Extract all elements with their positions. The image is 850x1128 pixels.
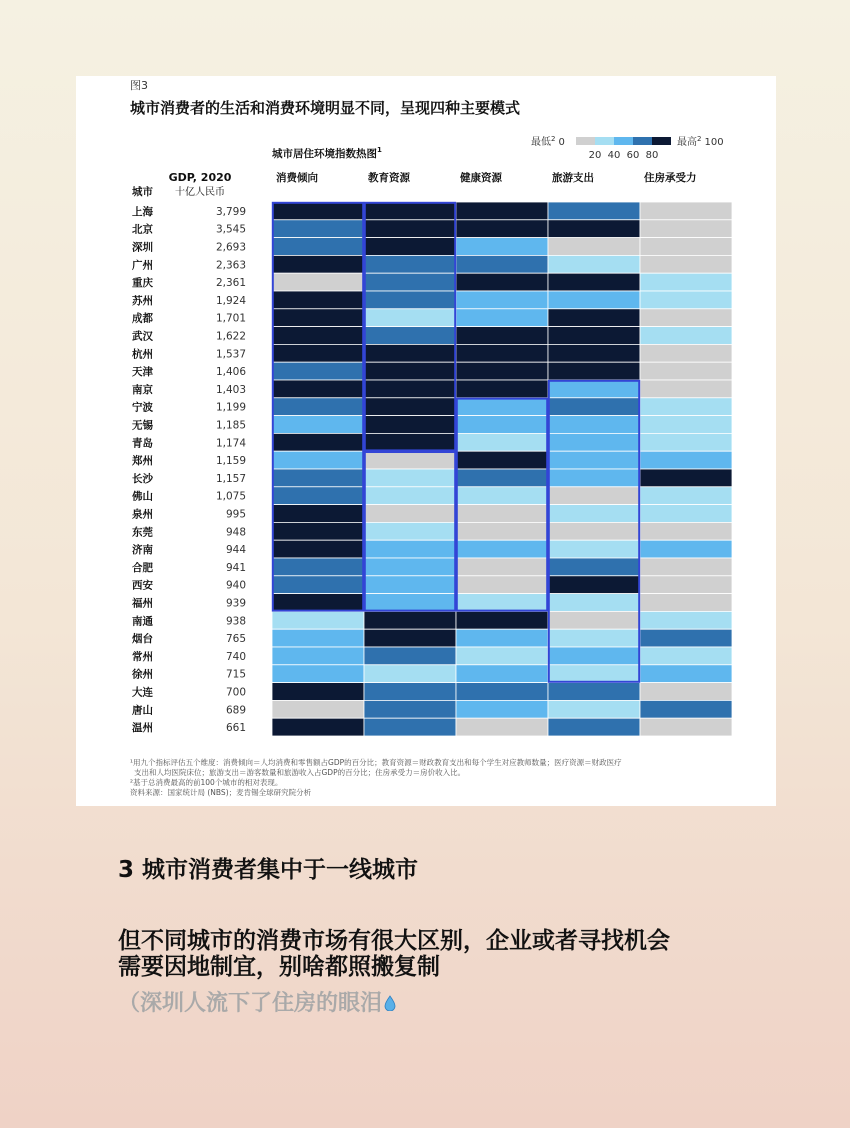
heatmap-cell [640, 451, 732, 469]
heatmap-cell [364, 344, 456, 362]
heatmap-cell [456, 220, 548, 238]
heatmap-cell [272, 362, 364, 380]
source-note: 资料来源：国家统计局 (NBS)；麦肯锡全球研究院分析 [130, 788, 312, 797]
heatmap-cell [640, 700, 732, 718]
heatmap-cell [640, 647, 732, 665]
heatmap-cell [548, 487, 640, 505]
row-gdp-value: 765 [225, 633, 246, 646]
heatmap-cell [364, 594, 456, 612]
heatmap-cell [272, 273, 364, 291]
heatmap-cell [456, 451, 548, 469]
water-drop-icon [384, 995, 396, 1011]
heatmap-cell [456, 362, 548, 380]
heatmap-cell [548, 202, 640, 220]
row-gdp-value: 689 [225, 704, 246, 717]
footnote-2: ²基于总消费最高的前100个城市的相对表现。 [130, 778, 283, 787]
row-city-label: 烟台 [132, 633, 153, 646]
heatmap-cell [548, 238, 640, 256]
heatmap-cell [548, 255, 640, 273]
heatmap-cell [364, 327, 456, 345]
heatmap-cell [272, 700, 364, 718]
row-city-label: 常州 [132, 650, 153, 663]
heatmap-title: 城市居住环境指数热图$^1$ [272, 146, 382, 160]
heatmap-cell [272, 469, 364, 487]
heatmap-cell [272, 576, 364, 594]
heatmap-cell [640, 273, 732, 291]
heatmap-cell [272, 558, 364, 576]
row-city-label: 合肥 [132, 561, 153, 574]
row-city-label: 泉州 [132, 508, 153, 521]
heatmap-cell [272, 255, 364, 273]
heatmap-cell [640, 469, 732, 487]
footnotes [130, 757, 622, 797]
heatmap-cell [364, 238, 456, 256]
row-city-label: 无锡 [132, 419, 153, 432]
caption-body-line-1: 但不同城市的消费市场有很大区别，企业或者寻找机会 [118, 928, 670, 954]
row-city-label: 济南 [132, 544, 153, 557]
column-header-0: 消费倾向 [276, 172, 318, 184]
row-city-label: 郑州 [132, 455, 153, 468]
heatmap-cell [364, 700, 456, 718]
row-gdp-value: 941 [225, 561, 246, 574]
legend-tick-1: 40 [607, 150, 621, 161]
heatmap-cell [364, 469, 456, 487]
heatmap-cell [364, 451, 456, 469]
heatmap-cell [640, 665, 732, 683]
heatmap-cell [364, 611, 456, 629]
gdp-unit-header: 十亿人民币 [175, 187, 225, 198]
row-gdp-value: 940 [225, 579, 246, 592]
row-city-label: 青岛 [132, 437, 153, 450]
heatmap-cell [456, 238, 548, 256]
row-gdp-value: 2,693 [215, 241, 246, 254]
heatmap-cell [456, 611, 548, 629]
heatmap-cell [640, 558, 732, 576]
row-city-label: 徐州 [132, 668, 153, 681]
heatmap-cell [364, 487, 456, 505]
heatmap-cell [456, 718, 548, 736]
heatmap-cell [364, 505, 456, 523]
heatmap-cell [548, 576, 640, 594]
heatmap-cell [272, 629, 364, 647]
heatmap-cell [640, 505, 732, 523]
heatmap-cell [272, 540, 364, 558]
heatmap-cell [548, 220, 640, 238]
heatmap-cell [640, 594, 732, 612]
heatmap-cell [456, 416, 548, 434]
row-gdp-value: 948 [225, 526, 246, 539]
row-city-label: 深圳 [132, 241, 153, 254]
row-city-label: 广州 [132, 259, 153, 272]
legend-tick-2: 60 [626, 150, 640, 161]
heatmap-cell [640, 309, 732, 327]
caption-body [118, 928, 818, 980]
heatmap-cell [364, 522, 456, 540]
column-header-2: 健康资源 [460, 172, 502, 184]
legend-high-label: 最高$^2$ 100 [677, 135, 724, 148]
heatmap-cell [364, 202, 456, 220]
heatmap-cell [640, 433, 732, 451]
heatmap-cell [640, 718, 732, 736]
heatmap-cell [548, 273, 640, 291]
heatmap-cell [548, 433, 640, 451]
row-city-label: 重庆 [132, 277, 153, 290]
heatmap-cell [272, 344, 364, 362]
heatmap-cell [456, 327, 548, 345]
heatmap-cell [548, 665, 640, 683]
heatmap-cell [640, 238, 732, 256]
heatmap-cell [548, 309, 640, 327]
row-gdp-value: 995 [225, 508, 246, 521]
heatmap-cell [272, 522, 364, 540]
heatmap-cell [456, 273, 548, 291]
row-city-label: 天津 [132, 366, 153, 379]
heatmap-cell [456, 398, 548, 416]
heatmap-cell [456, 594, 548, 612]
heatmap-cell [456, 576, 548, 594]
legend-swatch-1 [595, 137, 614, 145]
heatmap-cell [364, 433, 456, 451]
heatmap-cell [456, 505, 548, 523]
row-gdp-value: 939 [225, 597, 246, 610]
row-gdp-value: 1,199 [215, 401, 246, 414]
heatmap-cell [548, 522, 640, 540]
heatmap-cell [456, 647, 548, 665]
caption [118, 856, 818, 1018]
heatmap-cell [364, 255, 456, 273]
heatmap-cell [456, 487, 548, 505]
heatmap-cell [548, 718, 640, 736]
caption-body-line-2: 需要因地制宜，别啥都照搬复制 [118, 954, 440, 980]
heatmap-cell [456, 433, 548, 451]
heatmap-cell [364, 576, 456, 594]
row-gdp-value: 3,545 [215, 223, 246, 236]
heatmap-cell [364, 718, 456, 736]
row-city-label: 福州 [132, 597, 153, 610]
row-gdp-value: 1,406 [215, 366, 246, 379]
row-city-label: 杭州 [132, 348, 153, 361]
heatmap-cell [364, 629, 456, 647]
heatmap-cell [548, 558, 640, 576]
heatmap-cell [548, 505, 640, 523]
row-gdp-value: 1,924 [215, 294, 246, 307]
row-gdp-value: 661 [225, 722, 246, 735]
heatmap-cell [548, 469, 640, 487]
heatmap-cell [272, 683, 364, 701]
footnote-1-cont: 支出和人均医院床位；旅游支出＝游客数量和旅游收入占GDP的百分比；住房承受力＝房价收入比。 [134, 768, 466, 777]
heatmap-cell [272, 487, 364, 505]
heatmap-cell [272, 505, 364, 523]
row-city-label: 西安 [132, 579, 153, 592]
heatmap-cell [272, 398, 364, 416]
heatmap-cell [456, 380, 548, 398]
caption-note [118, 990, 818, 1018]
row-gdp-value: 715 [225, 668, 246, 681]
heatmap-cell [364, 647, 456, 665]
heatmap-cell [640, 683, 732, 701]
heatmap-cell [548, 344, 640, 362]
heatmap-cell [640, 220, 732, 238]
heatmap-cell [364, 416, 456, 434]
heatmap-cell [640, 522, 732, 540]
heatmap-cell [640, 344, 732, 362]
heatmap-cell [364, 362, 456, 380]
heatmap-cell [640, 255, 732, 273]
row-city-label: 成都 [132, 312, 153, 325]
row-gdp-value: 740 [225, 650, 246, 663]
heatmap-cell [456, 202, 548, 220]
heatmap-cell [548, 416, 640, 434]
row-gdp-value: 1,701 [215, 312, 246, 325]
legend-tick-0: 20 [588, 150, 602, 161]
row-gdp-value: 1,537 [215, 348, 246, 361]
row-city-label: 唐山 [132, 704, 153, 717]
heatmap-cell [548, 647, 640, 665]
legend-tick-3: 80 [645, 150, 659, 161]
heatmap-cell [640, 380, 732, 398]
row-gdp-value: 1,403 [215, 383, 246, 396]
heatmap-cell [548, 291, 640, 309]
heatmap-cell [548, 700, 640, 718]
heatmap-cell [548, 451, 640, 469]
row-city-label: 温州 [132, 722, 153, 735]
row-city-label: 南通 [132, 615, 153, 628]
heatmap-cell [640, 629, 732, 647]
heatmap-cell [640, 202, 732, 220]
row-city-label: 苏州 [132, 294, 153, 307]
heatmap-cell [548, 398, 640, 416]
heatmap-cell [456, 683, 548, 701]
heatmap-cell [640, 487, 732, 505]
row-city-label: 南京 [132, 383, 153, 396]
row-gdp-value: 1,185 [215, 419, 246, 432]
heatmap-cell [272, 291, 364, 309]
heatmap-cell [364, 665, 456, 683]
heatmap-cell [640, 362, 732, 380]
chart-card [76, 76, 776, 806]
heatmap-cell [272, 451, 364, 469]
heatmap-cell [272, 718, 364, 736]
city-header: 城市 [132, 186, 153, 198]
heatmap-cell [272, 433, 364, 451]
figure-label: 图3 [130, 79, 148, 92]
heatmap-cell [272, 380, 364, 398]
row-gdp-value: 944 [225, 544, 246, 557]
heatmap-cell [456, 665, 548, 683]
heatmap-cell [640, 576, 732, 594]
heatmap-cell [272, 202, 364, 220]
heatmap-cell [364, 380, 456, 398]
legend-swatch-4 [652, 137, 671, 145]
row-city-label: 北京 [132, 223, 153, 236]
row-city-label: 佛山 [132, 490, 153, 503]
heatmap-cell [272, 611, 364, 629]
heatmap-cell [456, 344, 548, 362]
heatmap-cell [640, 327, 732, 345]
heatmap-chart [76, 76, 776, 806]
heatmap-cell [272, 594, 364, 612]
heatmap-cell [272, 327, 364, 345]
heatmap-cell [548, 683, 640, 701]
row-city-label: 东莞 [132, 526, 153, 539]
heatmap-cell [640, 416, 732, 434]
row-gdp-value: 2,361 [215, 277, 246, 290]
row-gdp-value: 1,159 [215, 455, 246, 468]
row-gdp-value: 1,157 [215, 472, 246, 485]
column-header-4: 住房承受力 [644, 172, 697, 184]
heatmap-cell [272, 238, 364, 256]
footnote-1: ¹用九个指标评估五个维度：消费倾向＝人均消费和零售额占GDP的百分比；教育资源＝财政教育支出和每个学生对应教师数量；医疗资源＝财政医疗 [130, 758, 622, 767]
heatmap-cell [548, 594, 640, 612]
heatmap-cell [272, 665, 364, 683]
row-gdp-value: 938 [225, 615, 246, 628]
heatmap-cell [548, 327, 640, 345]
heatmap-cell [456, 629, 548, 647]
heatmap-cell [548, 629, 640, 647]
heatmap-cell [456, 700, 548, 718]
heatmap-cell [364, 398, 456, 416]
row-city-label: 武汉 [132, 330, 153, 343]
caption-heading: 3 城市消费者集中于一线城市 [118, 857, 419, 883]
legend-low-label: 最低$^2$ 0 [531, 135, 565, 148]
heatmap-cell [364, 273, 456, 291]
heatmap-cell [364, 540, 456, 558]
column-header-1: 教育资源 [368, 172, 410, 184]
heatmap-cell [640, 291, 732, 309]
heatmap-cell [456, 309, 548, 327]
heatmap-cell [272, 647, 364, 665]
heatmap-cell [548, 380, 640, 398]
row-gdp-value: 3,799 [215, 205, 246, 218]
row-gdp-value: 1,174 [215, 437, 246, 450]
heatmap-cell [272, 416, 364, 434]
heatmap-cell [364, 683, 456, 701]
row-gdp-value: 2,363 [215, 259, 246, 272]
heatmap-cell [640, 540, 732, 558]
heatmap-cell [640, 611, 732, 629]
legend-swatch-3 [633, 137, 652, 145]
heatmap-cell [364, 291, 456, 309]
row-gdp-value: 1,622 [215, 330, 246, 343]
gdp-header: GDP, 2020 [168, 171, 232, 184]
row-gdp-value: 700 [225, 686, 246, 699]
heatmap-cell [364, 558, 456, 576]
heatmap-cell [364, 309, 456, 327]
caption-note-text: （深圳人流下了住房的眼泪 [118, 991, 383, 1016]
heatmap-cell [272, 309, 364, 327]
row-city-label: 宁波 [132, 401, 153, 414]
heatmap-cell [456, 522, 548, 540]
heatmap-cell [456, 255, 548, 273]
legend-swatch-2 [614, 137, 633, 145]
heatmap-cell [456, 540, 548, 558]
row-city-label: 大连 [132, 686, 153, 699]
heatmap-cell [548, 540, 640, 558]
heatmap-cell [640, 398, 732, 416]
row-gdp-value: 1,075 [215, 490, 246, 503]
heatmap-cell [364, 220, 456, 238]
row-city-label: 上海 [132, 205, 153, 218]
heatmap-cell [272, 220, 364, 238]
legend [531, 135, 724, 161]
heatmap-cell [456, 469, 548, 487]
heatmap-cell [456, 291, 548, 309]
legend-swatch-0 [576, 137, 595, 145]
heatmap-cell [548, 611, 640, 629]
heatmap-cell [548, 362, 640, 380]
heatmap-cell [456, 558, 548, 576]
figure-title: 城市消费者的生活和消费环境明显不同，呈现四种主要模式 [130, 99, 521, 117]
column-header-3: 旅游支出 [552, 172, 594, 184]
row-city-label: 长沙 [132, 472, 153, 485]
